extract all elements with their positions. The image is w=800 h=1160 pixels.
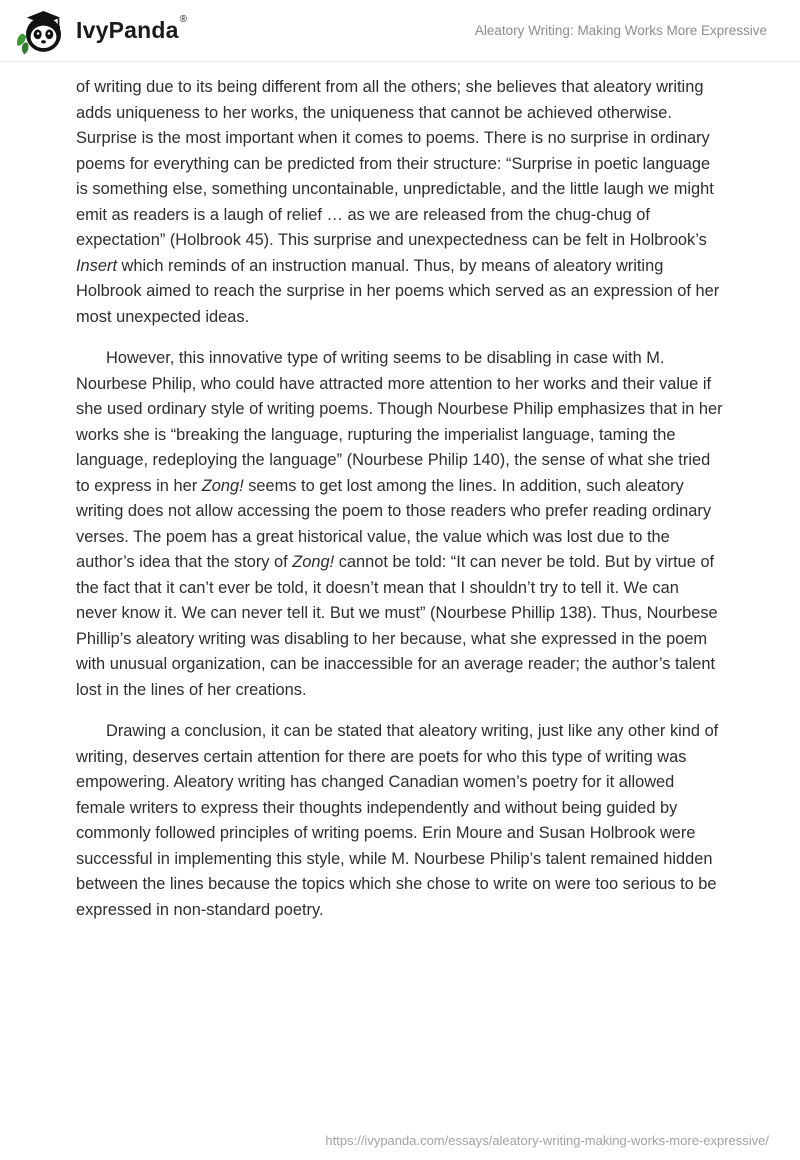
source-url: https://ivypanda.com/essays/aleatory-writing-making-works-more-expressive/ [325, 1133, 769, 1148]
paragraph-text: which reminds of an instruction manual. Thus, by means of aleatory writing Holbrook aimed to reach the surprise in her poems which served as an expression of her most unexpected ideas. [76, 256, 720, 326]
work-title-italic: Zong! [292, 553, 335, 571]
work-title-italic: Zong! [201, 476, 244, 495]
panda-logo-icon [16, 6, 66, 56]
paragraph-text: Drawing a conclusion, it can be stated that aleatory writing, just like any other kind of writing, deserves certain attention for there are poets for who this type of writing was empowering. Aleatory writing has changed Canadian women’s poetry for it allowed female writers to express their thoughts independently and without being guided by commonly followed principles of writing poems. Erin Moure and Susan Holbrook were successful in implementing this style, while M. Nourbese Philip’s talent remained hidden between the lines because the topics which she chose to write on were too serious to be expressed in non-standard poetry. [76, 722, 719, 919]
essay-body [0, 62, 800, 923]
paragraph [76, 346, 724, 703]
registered-trademark: ® [179, 14, 188, 26]
page-header [0, 0, 800, 62]
page-title: Aleatory Writing: Making Works More Expressive [474, 23, 767, 38]
brand-name: IvyPanda® [76, 14, 188, 43]
paragraph-text: cannot be told: “It can never be told. But by virtue of the fact that it can’t ever be told, it doesn’t mean that I shouldn’t try to tell it. We can never know it. We can never tell it. But we must” (Nourbese Phillip 138). Thus, Nourbese Phillip’s aleatory writing was disabling to her because, what she expressed in the poem with unusual organization, can be inaccessible for an average reader; the author’s talent lost in the lines of her creations. [76, 553, 718, 699]
paragraph [76, 719, 724, 923]
work-title-italic: Insert [76, 256, 117, 275]
paragraph-text: However, this innovative type of writing seems to be disabling in case with M. Nourbese Philip, who could have attracted more attention to her works and their value if she used ordinary style of writing poems. Though Nourbese Philip emphasizes that in her works she is “breaking the language, rupturing the imperialist language, taming the language, redeploying the language” (Nourbese Philip 140), the sense of what she tried to express in her [76, 349, 723, 495]
paragraph-text: seems to get lost among the lines. In addition, such aleatory writing does not allow accessing the poem to those readers who prefer reading ordinary verses. The poem has a great historical value, the value which was lost due to the author’s idea that the story of [76, 476, 712, 571]
paragraph-text: of writing due to its being different from all the others; she believes that aleatory writing adds uniqueness to her works, the uniqueness that cannot be achieved otherwise. Surprise is the most important when it comes to poems. There is no surprise in ordinary poems for everything can be predicted from their structure: “Surprise in poetic language is something else, something uncontainable, unpredictable, and the little laugh we might emit as readers is a laugh of relief … as we are released from the chug-chug of expectation” (Holbrook 45). This surprise and unexpectedness can be felt in Holbrook’s [76, 78, 714, 249]
ivypanda-logo[interactable] [16, 6, 186, 56]
paragraph [76, 75, 724, 330]
